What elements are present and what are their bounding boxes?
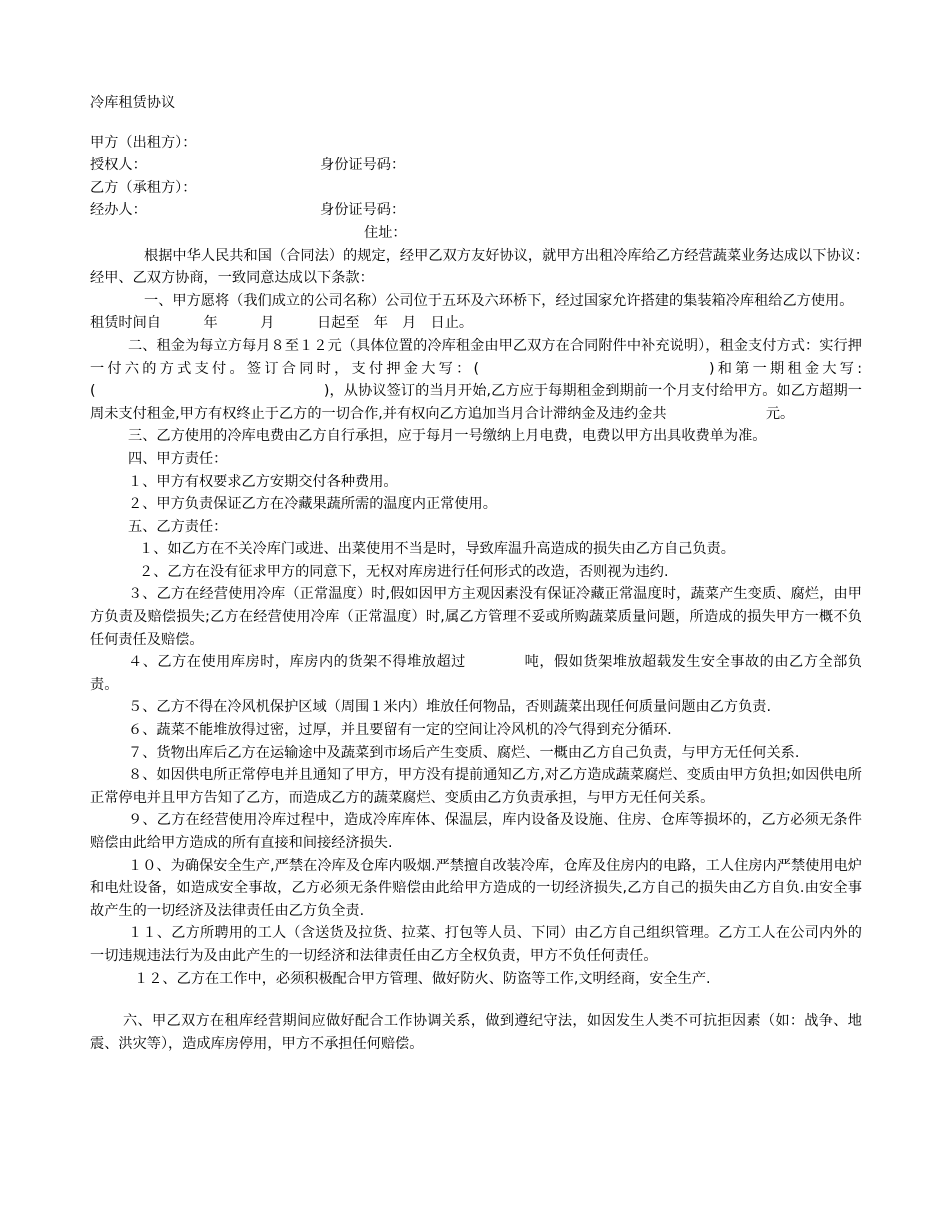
address-label: 住址： bbox=[364, 224, 407, 241]
clause-5-item-6: ６、蔬菜不能堆放得过密，过厚，并且要留有一定的空间让冷风机的冷气得到充分循环. bbox=[128, 722, 672, 739]
id-number-label-2: 身份证号码： bbox=[320, 202, 406, 219]
document-title: 冷库租赁协议 bbox=[90, 95, 176, 111]
id-number-label-1: 身份证号码： bbox=[320, 157, 406, 174]
clause-5-item-11: １１、乙方所聘用的工人（含送货及拉货、拉菜、打包等人员、下同）由乙方自己组织管理。乙方工人在公司内外的一切违规违法行为及由此产生的一切经济和法律责任由乙方全权负责，甲方不负任何责任。 bbox=[90, 925, 862, 964]
clause-1-term: 租赁时间自 年 月 日起至 年 月 日止。 bbox=[90, 315, 474, 332]
contract-page bbox=[90, 92, 877, 1055]
clause-5-item-3: ３、乙方在经营使用冷库（正常温度）时,假如因甲方主观因素没有保证冷藏正常温度时，蔬菜产生变质、腐烂，由甲方负责及赔偿损失;乙方在经营使用冷库（正常温度）时,属乙方管理不妥或所购蔬菜质量问题，所造成的损失甲方一概不负任何责任及赔偿。 bbox=[90, 586, 862, 648]
authorized-label: 授权人： bbox=[90, 157, 147, 174]
clause-5-heading: 五、乙方责任： bbox=[128, 518, 228, 535]
clause-5-item-1: １、如乙方在不关冷库门或进、出菜使用不当是时，导致库温升高造成的损失由乙方自己负责。 bbox=[139, 541, 735, 558]
party-b-line: 乙方（承租方）： bbox=[90, 179, 197, 196]
clause-5-item-12: １２、乙方在工作中，必须积极配合甲方管理、做好防火、防盗等工作,文明经商，安全生产. bbox=[134, 970, 711, 987]
handler-label: 经办人： bbox=[90, 202, 147, 219]
clause-6: 六、甲乙双方在租库经营期间应做好配合工作协调关系，做到遵纪守法，如因发生人类不可抗拒因素（如：战争、地震、洪灾等），造成库房停用，甲方不承担任何赔偿。 bbox=[90, 1013, 862, 1052]
handler-row bbox=[90, 199, 862, 222]
clause-5-item-8: ８、如因供电所正常停电并且通知了甲方，甲方没有提前通知乙方,对乙方造成蔬菜腐烂、变质由甲方负担;如因供电所正常停电并且甲方告知了乙方，而造成乙方的蔬菜腐烂、变质由乙方负责承担，与甲方无任何关系。 bbox=[90, 767, 862, 806]
paragraph-gap bbox=[90, 990, 862, 1010]
clause-5-item-9: ９、乙方在经营使用冷库过程中，造成冷库库体、保温层，库内设备及设施、住房、仓库等损坏的，乙方必须无条件赔偿由此给甲方造成的所有直接和间接经济损失. bbox=[90, 812, 862, 851]
clause-2: 二、租金为每立方每月８至１２元（具体位置的冷库租金由甲乙双方在合同附件中补充说明），租金支付方式：实行押一付六的方式支付。签订合同时，支付押金大写：( )和第一期租金大写:( )，从协议签订的当月开始,乙方应于每期租金到期前一个月支付给甲方。如乙方超期一周未支付租金,甲方有权终止于乙方的一切合作,并有权向乙方追加当月合计滞纳金及违约金共 元。 bbox=[90, 337, 862, 422]
clause-5-item-4: ４、乙方在使用库房时，库房内的货架不得堆放超过 吨，假如货架堆放超载发生安全事故的由乙方全部负责。 bbox=[90, 654, 862, 693]
party-a-line: 甲方（出租方）： bbox=[90, 134, 197, 151]
clause-3: 三、乙方使用的冷库电费由乙方自行承担，应于每月一号缴纳上月电费，电费以甲方出具收费单为准。 bbox=[128, 428, 767, 445]
clause-5-item-2: ２、乙方在没有征求甲方的同意下，无权对库房进行任何形式的改造，否则视为违约. bbox=[139, 563, 669, 580]
clause-5-item-10: １０、为确保安全生产,严禁在冷库及仓库内吸烟.严禁擅自改装冷库，仓库及住房内的电路，工人住房内严禁使用电炉和电灶设备，如造成安全事故，乙方必须无条件赔偿由此给甲方造成的一切经济损失,乙方自己的损失由乙方自负.由安全事故产生的一切经济及法律责任由乙方负全责. bbox=[90, 857, 862, 919]
clause-4-item-1: １、甲方有权要求乙方安期交付各种费用。 bbox=[128, 473, 398, 490]
authorized-row bbox=[90, 154, 862, 177]
clause-4-item-2: ２、甲方负责保证乙方在冷藏果蔬所需的温度内正常使用。 bbox=[128, 496, 497, 513]
intro-paragraph: 根据中华人民共和国（合同法）的规定，经甲乙双方友好协议，就甲方出租冷库给乙方经营蔬菜业务达成以下协议： 经甲、乙双方协商，一致同意达成以下条款： bbox=[90, 247, 877, 287]
clause-4-heading: 四、甲方责任： bbox=[128, 450, 228, 467]
clause-1: 一、甲方愿将（我们成立的公司名称）公司位于五环及六环桥下，经过国家允许搭建的集装箱冷库租给乙方使用。 bbox=[144, 292, 854, 309]
clause-5-item-7: ７、货物出库后乙方在运输途中及蔬菜到市场后产生变质、腐烂、一概由乙方自己负责，与甲方无任何关系. bbox=[128, 744, 800, 761]
clause-5-item-5: ５、乙方不得在冷风机保护区域（周围１米内）堆放任何物品，否则蔬菜出现任何质量问题由乙方负责. bbox=[128, 699, 771, 716]
